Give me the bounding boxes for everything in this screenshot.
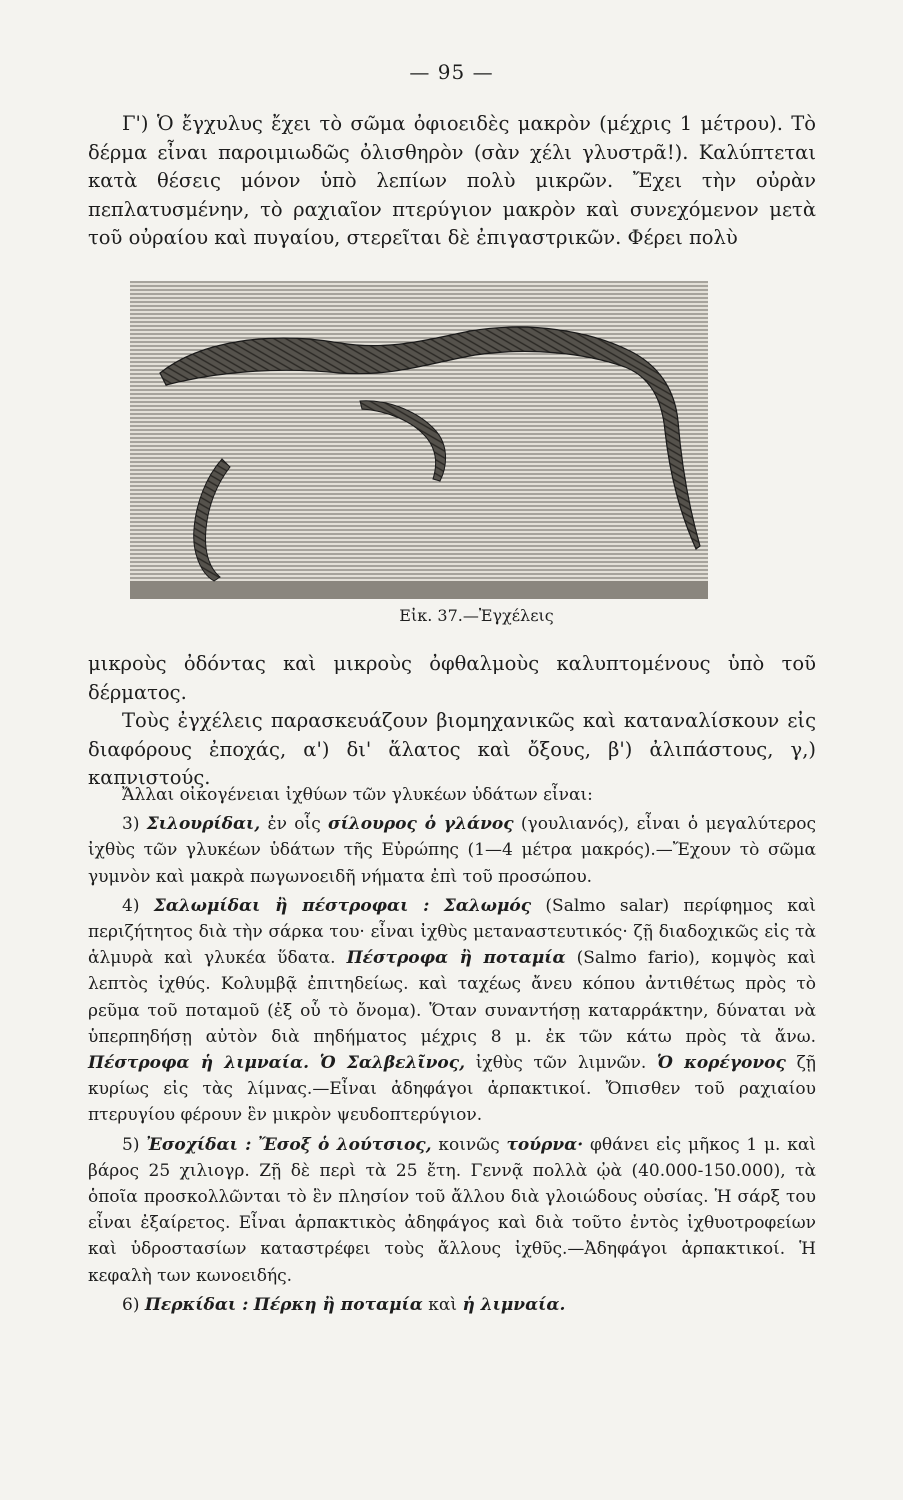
family-siluridae <box>88 811 816 890</box>
species-name: Πέστροφα ἢ ποταμία <box>346 948 566 969</box>
paragraph-other-families: Ἄλλαι οἰκογένειαι ἰχθύων τῶν γλυκέων ὑδάτων εἶναι: <box>122 785 593 805</box>
species-name: τούρνα· <box>506 1134 584 1155</box>
page-number: — 95 — <box>409 60 494 84</box>
species-name: σίλουρος ὁ γλάνος <box>328 814 514 835</box>
species-name: Πέρκη ἢ ποταμία <box>253 1294 423 1315</box>
text-run: κοινῶς <box>438 1134 500 1155</box>
eel-description-paragraph <box>88 110 816 253</box>
text-run: (Salmo fario), κομψὸς καὶ λεπτὸς ἰχθύς. Κολυμβᾷ ἐπιτηδείως. καὶ ταχέως ἄνευ κόπου ἀντιθέτως πρὸς τὸ ρεῦμα τοῦ ποταμοῦ (ἐξ οὗ τὸ ὄνομα). Ὅταν συναντήσῃ καταρράκτην, δύναται νὰ ὑπερπηδήσῃ αὐτὸν διὰ πηδήματος μέχρις 8 μ. ἐκ τῶν κάτω πρὸς τὰ ἄνω. <box>88 948 816 1047</box>
paragraph-eel-body: Γ') Ὁ ἔγχυλυς ἔχει τὸ σῶμα ὀφιοειδὲς μακρὸν (μέχρις 1 μέτρου). Τὸ δέρμα εἶναι παροιμιωδῶς ὀλισθηρὸν (σὰν χέλι γλυστρᾶ!). Καλύπτεται κατὰ θέσεις μόνον ὑπὸ λεπίων πολὺ μικρῶν. Ἔχει τὴν οὐρὰν πεπλατυσμένην, τὸ ραχιαῖον πτερύγιον μακρὸν καὶ συνεχόμενον μετὰ τοῦ οὐραίου καὶ πυγαίου, στερεῖται δὲ ἐπιγαστρικῶν. Φέρει πολὺ <box>88 112 816 250</box>
text-run: ἰχθὺς τῶν λιμνῶν. <box>475 1053 647 1074</box>
item-number: 4) <box>122 895 140 916</box>
paragraph-eel-teeth: μικροὺς ὀδόντας καὶ μικροὺς ὀφθαλμοὺς καλυπτομένους ὑπὸ τοῦ δέρματος. <box>88 652 816 704</box>
item-number: 6) <box>122 1294 140 1315</box>
text-run: (γουλιανός), εἶναι ὁ μεγαλύτερος ἰχθὺς τῶν γλυκέων ὑδάτων τῆς Εὐρώπης (1—4 μέτρα μακρός).—Ἔχουν τὸ σῶμα γυμνὸν καὶ μακρὰ πωγωνοειδῆ νήματα ἐπὶ τοῦ προσώπου. <box>88 814 817 887</box>
families-section <box>88 782 816 1318</box>
text-run: φθάνει εἰς μῆκος 1 μ. καὶ βάρος 25 χιλιογρ. Ζῇ δὲ περὶ τὰ 25 ἔτη. Γεννᾷ πολλὰ ᾠὰ (40.000-150.000), τὰ ὁποῖα προσκολλῶνται τὸ ἓν πλησίον τοῦ ἄλλου διὰ γλοιώδους οὐσίας. Ἡ σάρξ του εἶναι ἐξαίρετος. Εἶναι ἁρπακτικὸς ἀδηφάγος καὶ διὰ τοῦτο ἐντὸς ἰχθυοτροφείων καὶ ὑδροστασίων καταστρέφει τοὺς ἄλλους ἰχθῦς.—Ἀδηφάγοι ἁρπακτικοί. Ἡ κεφαλὴ των κωνοειδής. <box>88 1134 817 1286</box>
item-number: 5) <box>122 1134 140 1155</box>
family-heading: Περκίδαι : <box>144 1294 249 1315</box>
family-heading: Σαλωμίδαι ἢ πέστροφαι : <box>153 895 430 916</box>
paragraph-eel-preparation: Τοὺς ἐγχέλεις παρασκευάζουν βιομηχανικῶς καὶ καταναλίσκουν εἰς διαφόρους ἐποχάς, α') δι' ἅλατος καὶ ὄξους, β') ἀλιπάστους, γ,) καπνιστούς. <box>88 709 816 789</box>
family-percidae <box>88 1292 816 1318</box>
species-name: Ἔσοξ ὁ λούτσιος, <box>258 1134 432 1155</box>
family-heading: Ἐσοχίδαι : <box>146 1134 252 1155</box>
species-name: Ὁ Σαλβελῖνος, <box>319 1053 466 1074</box>
text-run: ἐν οἷς <box>267 814 321 835</box>
family-esocidae <box>88 1132 816 1289</box>
figure-caption: Εἰκ. 37.—Ἐγχέλεις <box>399 606 554 625</box>
text-run: (Salmo salar) περίφημος καὶ περιζήτητος διὰ τὴν σάρκα του· εἶναι ἰχθὺς μεταναστευτικός· ζῇ διαδοχικῶς εἰς τὰ ἁλμυρὰ καὶ γλυκέα ὕδατα. <box>88 895 817 969</box>
text-run: ζῇ κυρίως εἰς τὰς λίμνας.—Εἶναι ἀδηφάγοι ἁρπακτικοί. Ὄπισθεν τοῦ ραχιαίου πτερυγίου φέρουν ἓν μικρὸν ψευδοπτερύγιον. <box>88 1053 816 1126</box>
species-name: Σαλωμός <box>443 895 532 916</box>
water-hatching <box>130 281 708 599</box>
eel-illustration <box>130 281 708 599</box>
item-number: 3) <box>122 814 140 835</box>
species-name: Πέστροφα ἡ λιμναία. <box>88 1053 309 1074</box>
family-salmonidae <box>88 893 816 1129</box>
species-name: Ὁ κορέγονος <box>656 1053 786 1074</box>
text-run: καὶ <box>428 1294 458 1315</box>
species-name: ἡ λιμναία. <box>462 1294 566 1315</box>
water-bottom <box>130 581 708 599</box>
eel-continued-block <box>88 650 816 793</box>
family-heading: Σιλουρίδαι, <box>146 814 261 835</box>
